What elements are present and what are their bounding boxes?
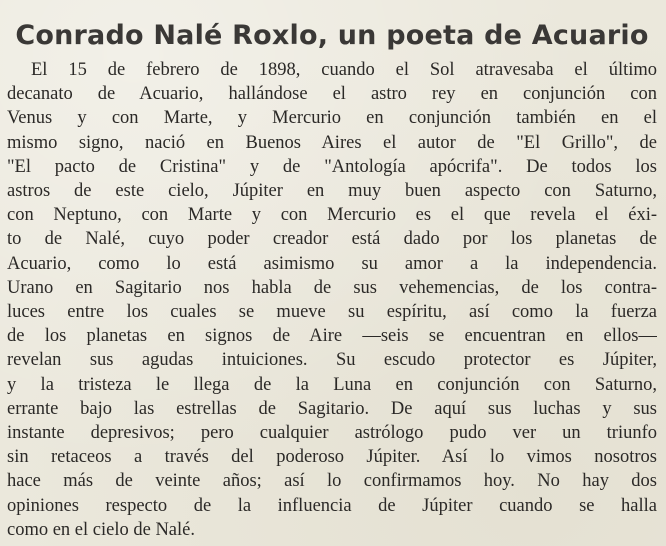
article-line: to de Nalé, cuyo poder creador está dado por los planetas de <box>7 229 657 250</box>
article-line: sin retaceos a través del poderoso Júpiter. Así lo vimos nosotros <box>7 447 657 468</box>
article-line: Venus y con Marte, y Mercurio en conjunción también en el <box>7 108 657 129</box>
article-line: luces entre los cuales se mueve su espíritu, así como la fuerza <box>7 302 657 323</box>
article-line: astros de este cielo, Júpiter en muy buen aspecto con Saturno, <box>7 181 657 202</box>
article-line: El 15 de febrero de 1898, cuando el Sol atravesaba el último <box>31 60 657 80</box>
article-line: hace más de veinte años; así lo confirmamos hoy. No hay dos <box>7 471 657 492</box>
article-line: mismo signo, nació en Buenos Aires el autor de "El Grillo", de <box>7 132 657 153</box>
article-line: y la tristeza le llega de la Luna en conjunción con Saturno, <box>7 374 657 395</box>
article-line: Acuario, como lo está asimismo su amor a la independencia. <box>7 253 657 274</box>
article-line: Urano en Sagitario nos habla de sus vehemencias, de los contra- <box>7 277 657 298</box>
article-line: con Neptuno, con Marte y con Mercurio es el que revela el éxi- <box>7 205 657 226</box>
article-line: errante bajo las estrellas de Sagitario. De aquí sus luchas y sus <box>7 398 657 419</box>
article-line: de los planetas en signos de Aire —seis se encuentran en ellos— <box>7 326 657 347</box>
article-headline: Conrado Nalé Roxlo, un poeta de Acuario <box>15 20 649 51</box>
article-line: "El pacto de Cristina" y de "Antología apócrifa". De todos los <box>7 156 657 177</box>
article-line: instante depresivos; pero cualquier astrólogo pudo ver un triunfo <box>7 423 657 444</box>
article-line: revelan sus agudas intuiciones. Su escudo protector es Júpiter, <box>7 350 657 371</box>
article-line: opiniones respecto de la influencia de Júpiter cuando se halla <box>7 495 657 516</box>
article-line: como en el cielo de Nalé. <box>7 519 195 540</box>
article-body <box>7 58 657 542</box>
article-line: decanato de Acuario, hallándose el astro rey en conjunción con <box>7 84 657 105</box>
